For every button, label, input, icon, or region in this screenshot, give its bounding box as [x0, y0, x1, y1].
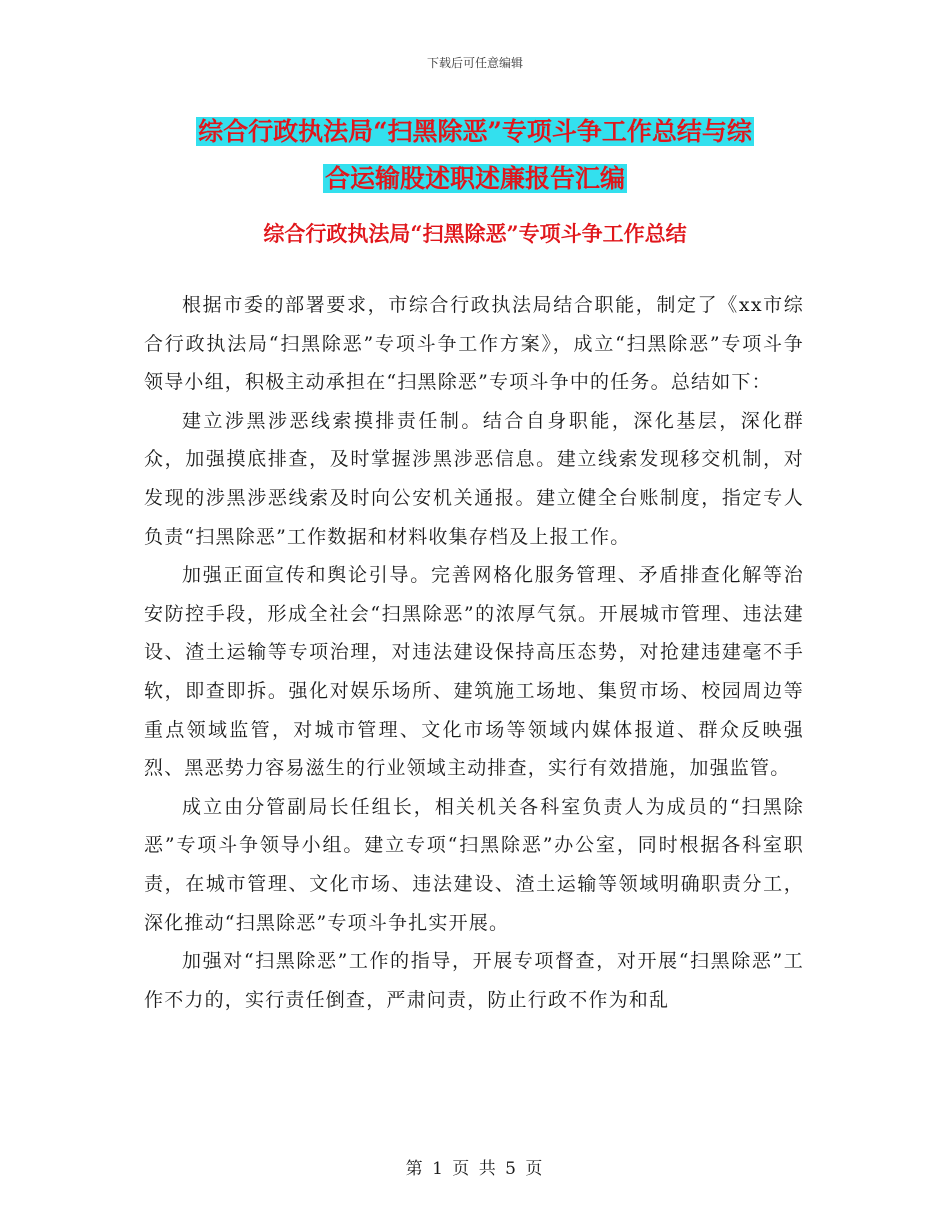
title-line-2: 合运输股述职述廉报告汇编 [324, 164, 625, 193]
title-line-1: 综合行政执法局“扫黑除恶”专项斗争工作总结与综 [198, 117, 752, 146]
paragraph-2: 建立涉黑涉恶线索摸排责任制。结合自身职能，深化基层，深化群众，加强摸底排查，及时掌握涉黑涉恶信息。建立线索发现移交机制，对发现的涉黑涉恶线索及时向公安机关通报。建立健全台账制度，指定专人负责“扫黑除恶”工作数据和材料收集存档及上报工作。 [144, 409, 804, 548]
page-number-footer: 第 1 页 共 5 页 [405, 1159, 545, 1179]
paragraph-5: 加强对“扫黑除恶”工作的指导，开展专项督查，对开展“扫黑除恶”工作不力的，实行责任倒查，严肃问责，防止行政不作为和乱 [144, 950, 804, 1011]
header-note: 下载后可任意编辑 [426, 56, 523, 70]
document-title [0, 108, 950, 202]
paragraph-3: 加强正面宣传和舆论引导。完善网格化服务管理、矛盾排查化解等治安防控手段，形成全社会“扫黑除恶”的浓厚气氛。开展城市管理、违法建设、渣土运输等专项治理，对违法建设保持高压态势，对抢建违建毫不手软，即查即拆。强化对娱乐场所、建筑施工场地、集贸市场、校园周边等重点领域监管，对城市管理、文化市场等领域内媒体报道、群众反映强烈、黑恶势力容易滋生的行业领域主动排查，实行有效措施，加强监管。 [144, 564, 804, 780]
paragraph-4: 成立由分管副局长任组长，相关机关各科室负责人为成员的“扫黑除恶”专项斗争领导小组。建立专项“扫黑除恶”办公室，同时根据各科室职责，在城市管理、文化市场、违法建设、渣土运输等领域明确职责分工，深化推动“扫黑除恶”专项斗争扎实开展。 [144, 795, 804, 934]
document-body [144, 286, 804, 1019]
paragraph-1: 根据市委的部署要求，市综合行政执法局结合职能，制定了《xx市综合行政执法局“扫黑除恶”专项斗争工作方案》，成立“扫黑除恶”专项斗争领导小组，积极主动承担在“扫黑除恶”专项斗争中的任务。总结如下： [144, 294, 804, 394]
section-title: 综合行政执法局“扫黑除恶”专项斗争工作总结 [263, 221, 687, 246]
